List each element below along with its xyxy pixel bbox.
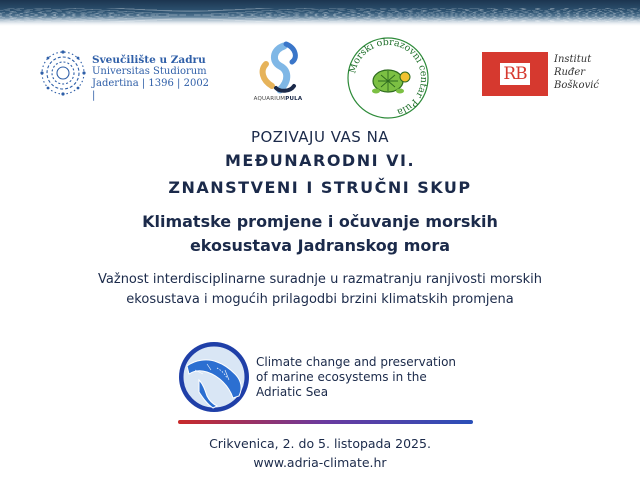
subtitle-line-1: Važnost interdisciplinarne suradnje u razmatranju ranjivosti morskih — [98, 272, 542, 287]
emblem-text-line-3: Adriatic Sea — [256, 385, 329, 399]
conference-title-line-1: MEĐUNARODNI VI. — [224, 151, 416, 170]
zadar-latin-line: Universitas Studiorum — [92, 66, 207, 77]
svg-text:Morski obrazovni centar Pula: Morski obrazovni centar Pula — [347, 36, 430, 118]
irb-monogram: RB — [500, 63, 529, 85]
invite-line: POZIVAJU VAS NA — [250, 128, 390, 146]
sea-banner-image — [0, 0, 640, 26]
emblem-text-line-1: Climate change and preservation — [256, 355, 457, 369]
turtle-seal-icon — [346, 36, 430, 120]
institut-ruder-boskovic-logo — [482, 52, 622, 96]
irb-line-institut: Institut — [554, 54, 592, 65]
irb-line-boskovic: Bošković — [554, 80, 600, 91]
university-of-zadar-logo — [40, 48, 210, 101]
conference-title-line-2: ZNANSTVENI I STRUČNI SKUP — [168, 178, 472, 197]
aquarium-wave-icon — [250, 40, 306, 96]
irb-line-ruder: Ruđer — [554, 67, 586, 78]
place-and-date: Crikvenica, 2. do 5. listopada 2025. — [209, 436, 431, 451]
emblem-text-line-2: of marine ecosystems in the — [256, 370, 427, 384]
gradient-divider — [178, 420, 473, 424]
university-emblem-icon — [40, 50, 86, 96]
aquarium-pula-logo — [250, 40, 306, 110]
morski-obrazovni-centar-logo — [346, 36, 430, 120]
website-link[interactable]: www.adria-climate.hr — [253, 455, 387, 470]
zadar-years-line: Jadertina | 1396 | 2002 | — [92, 78, 210, 101]
subtitle-line-2: ekosustava i mogućih prilagodbi brzini klimatskih promjena — [126, 292, 514, 307]
topic-title-line-1: Klimatske promjene i očuvanje morskih — [142, 212, 498, 231]
emblem-english-title — [256, 355, 456, 400]
irb-mark — [482, 52, 548, 96]
aquarium-caption: AQUARIUMPULA — [253, 96, 303, 102]
adriatic-map-icon — [177, 340, 251, 414]
zadar-name-line: Sveučilište u Zadru — [92, 54, 206, 66]
topic-title-line-2: ekosustava Jadranskog mora — [189, 236, 451, 255]
